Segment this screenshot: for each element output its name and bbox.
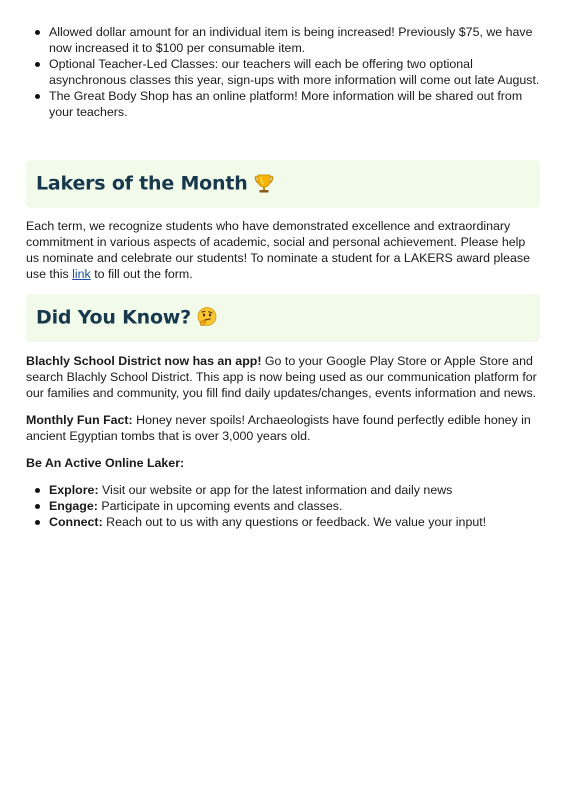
section-heading — [36, 306, 218, 330]
list-item: Explore: Visit our website or app for the latest information and daily news — [26, 482, 540, 498]
trophy-icon — [253, 172, 275, 196]
online-laker-list — [26, 482, 540, 530]
online-laker-heading: Be An Active Online Laker: — [26, 456, 185, 470]
list-item: The Great Body Shop has an online platform! More information will be shared out from your teachers. — [26, 88, 540, 120]
thinking-face-icon — [196, 306, 218, 330]
lakers-paragraph: Each term, we recognize students who have demonstrated excellence and extraordinary commitment in various aspects of academic, social and personal achievement. Please help us nominate and celebrate our students! To nominate a student for a LAKERS award please use this link to fill out the form. — [26, 219, 530, 281]
section-heading — [36, 172, 275, 196]
nomination-link[interactable]: link — [72, 267, 91, 281]
lakers-heading-text: Lakers of the Month — [36, 172, 248, 195]
fun-fact-paragraph: Monthly Fun Fact: Honey never spoils! Archaeologists have found perfectly edible honey in ancient Egyptian tombs that is over 3,000 years old. — [26, 413, 531, 443]
list-item: Engage: Participate in upcoming events and classes. — [26, 498, 540, 514]
updates-list — [26, 24, 540, 120]
list-item: Optional Teacher-Led Classes: our teachers will each be offering two optional asynchronous classes this year, sign-ups with more information will come out late August. — [26, 56, 540, 88]
did-you-know-banner — [26, 294, 540, 342]
list-item: Allowed dollar amount for an individual item is being increased! Previously $75, we have now increased it to $100 per consumable item. — [26, 24, 540, 56]
app-paragraph: Blachly School District now has an app! Go to your Google Play Store or Apple Store and search Blachly School District. This app is now being used as our communication platform for our families and community, you fill find daily updates/changes, events information and news. — [26, 354, 537, 400]
did-you-know-heading-text: Did You Know? — [36, 306, 191, 329]
list-item: Connect: Reach out to us with any questions or feedback. We value your input! — [26, 514, 540, 530]
lakers-banner — [26, 160, 540, 208]
